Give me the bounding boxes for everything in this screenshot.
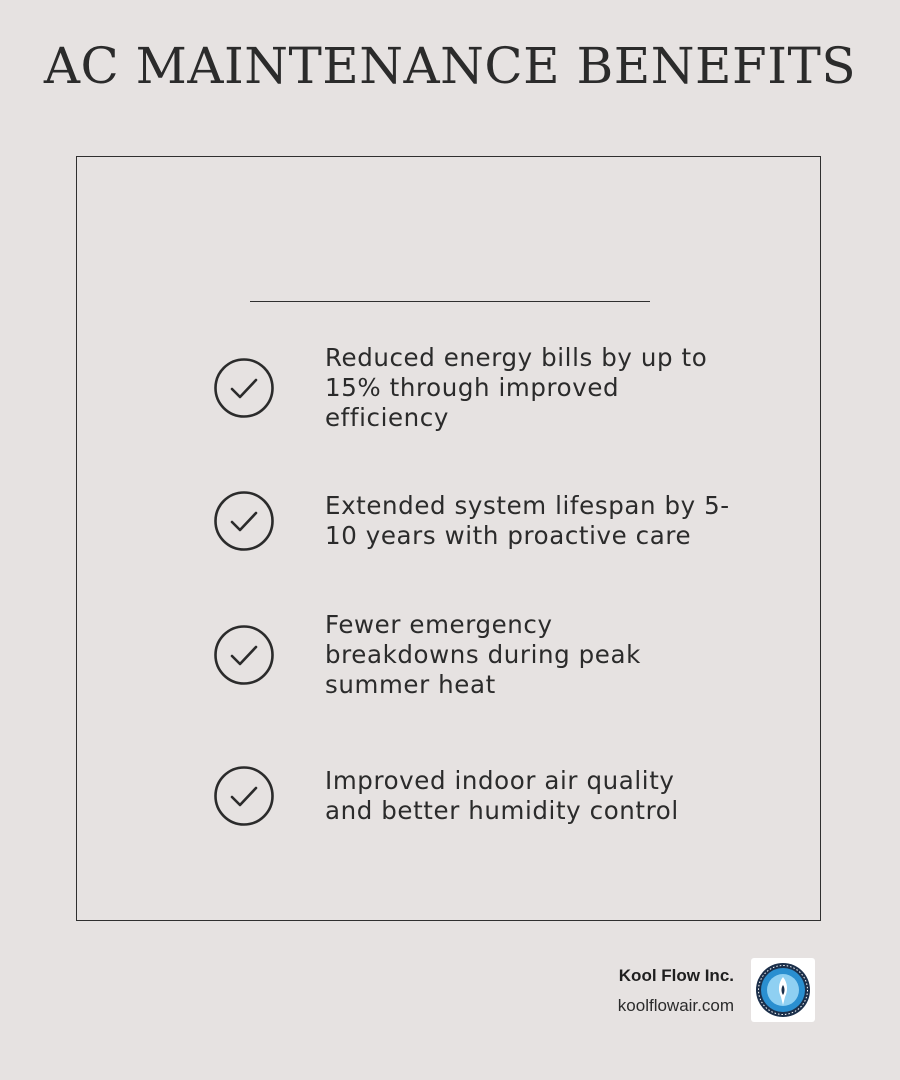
check-circle-icon (213, 490, 275, 552)
benefits-card (76, 156, 821, 921)
logo-icon (754, 961, 812, 1019)
company-name: Kool Flow Inc. (618, 966, 734, 985)
benefit-text: Extended system lifespan by 5-10 years with proactive care (325, 491, 730, 550)
check-circle-icon (213, 624, 275, 686)
check-circle-icon (213, 357, 275, 419)
benefit-text: Reduced energy bills by up to 15% through improved efficiency (325, 343, 708, 432)
divider-line (250, 301, 650, 302)
page-title: AC MAINTENANCE BENEFITS (43, 37, 857, 95)
company-info (618, 963, 734, 1019)
benefit-text: Fewer emergency breakdowns during peak summer heat (325, 610, 641, 699)
benefit-item (213, 490, 773, 552)
check-circle-icon (213, 765, 275, 827)
kool-flow-logo (751, 958, 815, 1022)
benefit-item (213, 765, 773, 827)
benefit-text: Improved indoor air quality and better humidity control (325, 766, 679, 825)
company-website[interactable]: koolflowair.com (617, 996, 734, 1015)
benefit-item (213, 343, 773, 433)
benefit-item (213, 610, 773, 700)
